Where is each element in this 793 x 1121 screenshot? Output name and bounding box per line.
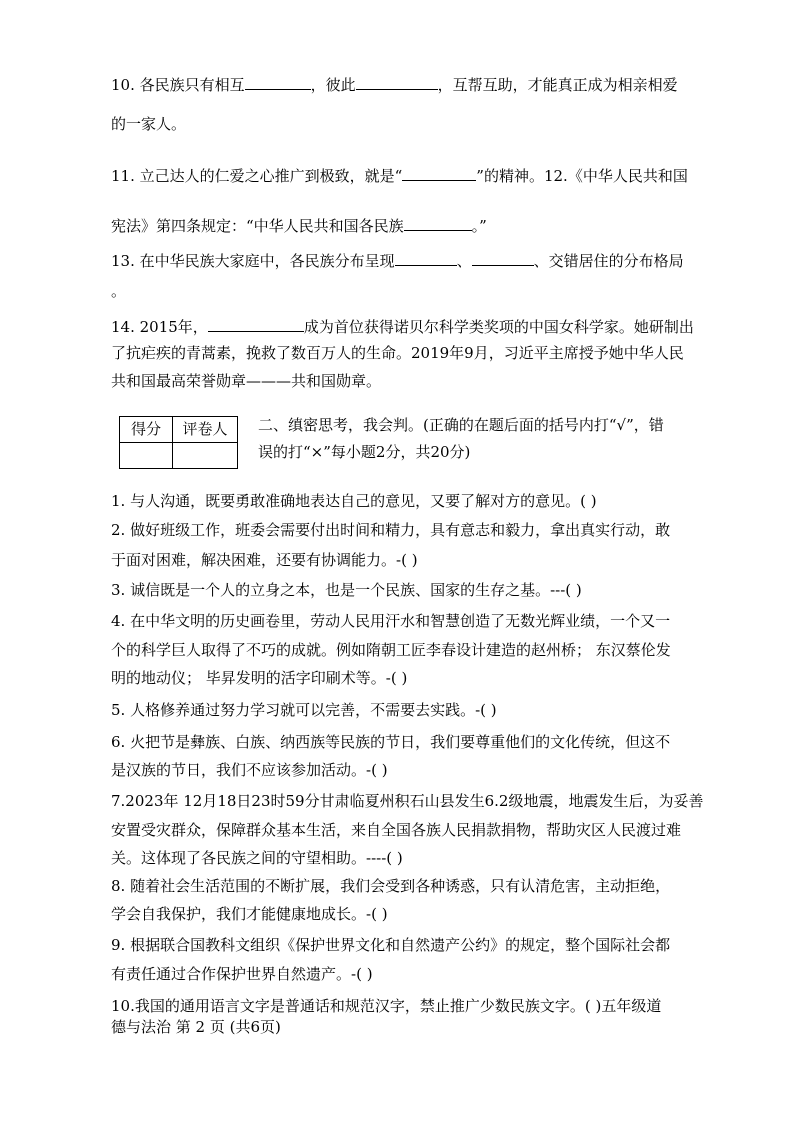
score-cell[interactable] xyxy=(120,443,173,469)
score-header: 得分 xyxy=(120,417,173,443)
q14-text-a: 14. 2015年， xyxy=(111,318,208,336)
judge-line: 9. 根据联合国教科文组织《保护世界文化和自然遗产公约》的规定，整个国际社会都 xyxy=(111,936,671,954)
q13-blank-2[interactable] xyxy=(472,250,534,266)
section2-title-line1: 二、缜密思考，我会判。(正确的在题后面的括号内打“√”，错 xyxy=(258,416,664,434)
judge-line: 7.2023年 12月18日23时59分甘肃临夏州积石山县发生6.2级地震，地震发生后，为妥善 xyxy=(111,792,704,810)
judge-line: 4. 在中华文明的历史画卷里，劳动人民用汗水和智慧创造了无数光辉业绩，一个又一 xyxy=(111,612,671,630)
section2-title-line2: 误的打“×”每小题2分，共20分) xyxy=(258,443,471,461)
judge-line: 5. 人格修养通过努力学习就可以完善，不需要去实践。-( ) xyxy=(111,701,497,719)
q10-line1 xyxy=(111,74,751,95)
judge-line: 有责任通过合作保护世界自然遗产。-( ) xyxy=(111,965,373,983)
q12-blank[interactable] xyxy=(404,215,472,231)
q13-sep: 、 xyxy=(456,252,472,270)
q11-line1 xyxy=(111,165,751,186)
judge-line: 学会自我保护，我们才能健康地成长。-( ) xyxy=(111,905,388,923)
judge-line: 是汉族的节日，我们不应该参加活动。-( ) xyxy=(111,761,388,779)
page-footer: 德与法治 第 2 页 (共6页) xyxy=(111,1018,281,1036)
q11-text-b: ”的精神。12.《中华人民共和国 xyxy=(476,167,688,185)
judge-line: 10.我国的通用语言文字是普通话和规范汉字，禁止推广少数民族文字。( )五年级道 xyxy=(111,997,662,1015)
q14-blank[interactable] xyxy=(208,316,304,332)
judge-line: 安置受灾群众，保障群众基本生活，来自全国各族人民捐款捐物，帮助灾区人民渡过难 xyxy=(111,821,682,839)
judge-line: 6. 火把节是彝族、白族、纳西族等民族的节日，我们要尊重他们的文化传统，但这不 xyxy=(111,733,671,751)
judge-line: 1. 与人沟通，既要勇敢准确地表达自己的意见，又要了解对方的意见。( ) xyxy=(111,492,597,510)
q12-text-a: 宪法》第四条规定：“中华人民共和国各民族 xyxy=(111,217,404,235)
q13-blank-1[interactable] xyxy=(395,250,457,266)
q13-text-b: 、交错居住的分布格局 xyxy=(533,252,684,270)
grader-header: 评卷人 xyxy=(173,417,238,443)
q14-text-b: 成为首位获得诺贝尔科学类奖项的中国女科学家。她研制出 xyxy=(303,318,694,336)
q11-text-a: 11. 立己达人的仁爱之心推广到极致，就是“ xyxy=(111,167,403,185)
q10-blank-1[interactable] xyxy=(245,74,311,90)
q13-text-a: 13. 在中华民族大家庭中，各民族分布呈现 xyxy=(111,252,395,270)
q11-blank[interactable] xyxy=(402,165,476,181)
q14-line2 xyxy=(111,343,751,363)
q14-line3 xyxy=(111,371,751,391)
q13-text-c: 。 xyxy=(111,282,127,300)
q10-blank-2[interactable] xyxy=(356,74,438,90)
q10-text-d: 的一家人。 xyxy=(111,115,187,133)
judge-line: 8. 随着社会生活范围的不断扩展，我们会受到各种诱惑，只有认清危害，主动拒绝， xyxy=(111,877,671,895)
judge-line: 关。这体现了各民族之间的守望相助。----( ) xyxy=(111,849,403,867)
q13-line2 xyxy=(111,281,751,301)
q14-text-c: 了抗疟疾的青蒿素，挽救了数百万人的生命。2019年9月，习近平主席授予她中华人民 xyxy=(111,344,684,362)
q14-text-d: 共和国最高荣誉勋章———共和国勋章。 xyxy=(111,372,382,390)
judge-line: 个的科学巨人取得了不巧的成就。例如隋朝工匠李春设计建造的赵州桥； 东汉蔡伦发 xyxy=(111,641,671,659)
judge-line: 明的地动仪； 毕昇发明的活字印刷术等。-( ) xyxy=(111,669,408,687)
q10-line2 xyxy=(111,114,751,134)
q13-line1 xyxy=(111,250,751,271)
q10-text-c: ，互帮互助，才能真正成为相亲相爱 xyxy=(437,76,678,94)
grader-cell[interactable] xyxy=(173,443,238,469)
q10-text-a: 10. 各民族只有相互 xyxy=(111,76,245,94)
score-table xyxy=(119,416,238,469)
judge-line: 2. 做好班级工作，班委会需要付出时间和精力，具有意志和毅力，拿出真实行动，敢 xyxy=(111,521,671,539)
q10-text-b: ，彼此 xyxy=(310,76,356,94)
q12-line xyxy=(111,215,751,236)
q12-text-b: 。” xyxy=(471,217,487,235)
q14-line1 xyxy=(111,316,751,337)
judge-line: 3. 诚信既是一个人的立身之本，也是一个民族、国家的生存之基。---( ) xyxy=(111,581,582,599)
judge-line: 于面对困难，解决困难，还要有协调能力。-( ) xyxy=(111,551,418,569)
